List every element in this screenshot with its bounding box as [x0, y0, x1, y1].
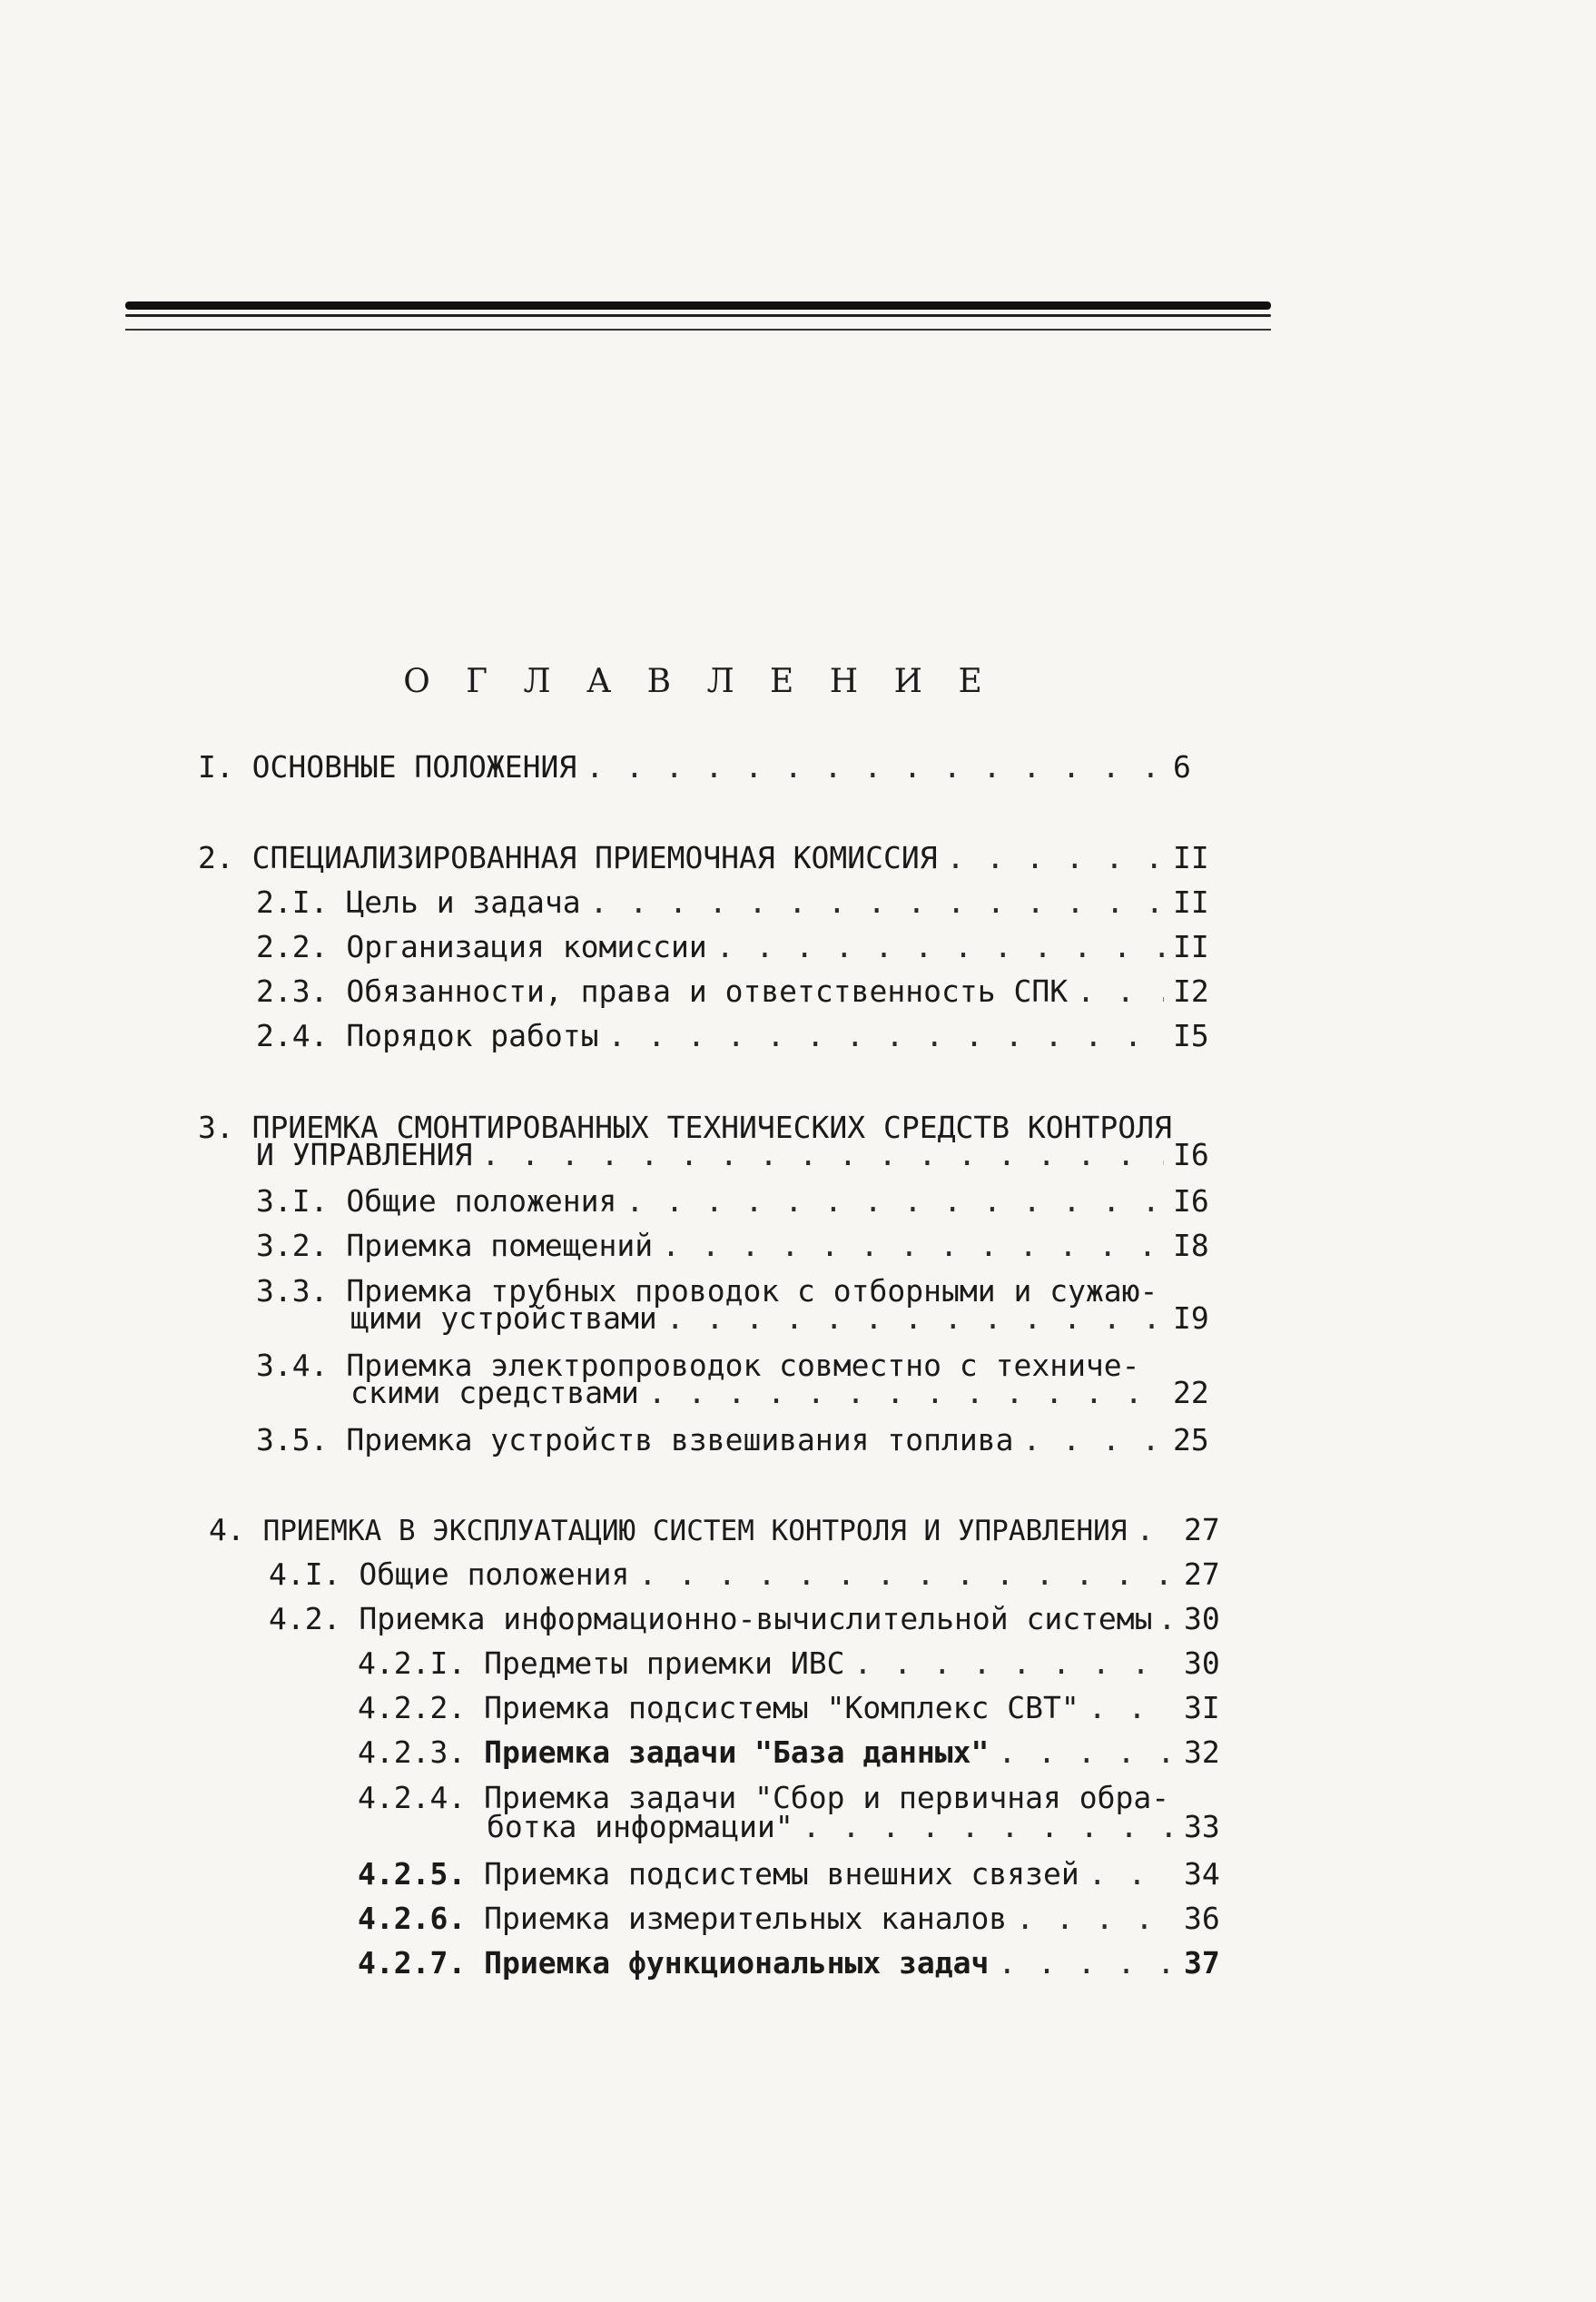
toc-entry-page: 25 [1173, 1422, 1209, 1457]
toc-entry-page: 30 [1184, 1645, 1220, 1681]
toc-entry-number: 4.I. [269, 1556, 341, 1592]
toc-entry-title: Приемка подсистемы внешних связей [484, 1856, 1079, 1892]
toc-entry-title: Порядок работы [346, 1018, 599, 1053]
toc-entry-title: Общие положения [359, 1556, 630, 1592]
toc-entry-page: II [1173, 840, 1209, 875]
toc-entry-4-2-7 [358, 1945, 1235, 1981]
toc-entry-page: 27 [1184, 1556, 1220, 1592]
toc-entry-4-2-3 [358, 1734, 1235, 1770]
toc-entry-title-continued: щими устройствами [350, 1300, 657, 1336]
toc-entry-number: 4. [209, 1512, 245, 1547]
toc-entry-2-4 [256, 1018, 1224, 1053]
toc-entry-4-1 [269, 1556, 1235, 1592]
toc-entry-page: 6 [1173, 749, 1191, 785]
toc-entry-3-1 [256, 1183, 1224, 1219]
toc-entry-title: Приемка измерительных каналов [484, 1901, 1008, 1936]
toc-entry-4-2-2 [358, 1690, 1235, 1725]
toc-entry-title: Приемка подсистемы "Комплекс СВТ" [484, 1690, 1079, 1725]
toc-entry-title: Приемка помещений [346, 1228, 654, 1263]
toc-entry-3 [256, 1137, 1224, 1172]
toc-entry-number: 3.3. [256, 1273, 329, 1309]
toc-entry-number: 4.2. [269, 1601, 341, 1636]
toc-entry-2-1 [256, 884, 1224, 920]
toc-entry-page: I8 [1173, 1228, 1209, 1263]
toc-entry-3-5 [256, 1422, 1224, 1457]
toc-entry-number: 3. [198, 1110, 234, 1145]
toc-entry-1 [198, 749, 1224, 785]
toc-entry-title: Общие положения [346, 1183, 617, 1219]
toc-entry-page: II [1173, 929, 1209, 964]
toc-entry-2-2 [256, 929, 1224, 964]
toc-entry-title: СПЕЦИАЛИЗИРОВАННАЯ ПРИЕМОЧНАЯ КОМИССИЯ [251, 840, 938, 875]
toc-entry-number: 4.2.I. [358, 1645, 467, 1681]
toc-entry-title: Приемка информационно-вычислительной системы [359, 1601, 1153, 1636]
toc-entry-page: I6 [1173, 1137, 1209, 1172]
toc-entry-number: 2.I. [256, 884, 329, 920]
toc-entry-4-2 [269, 1601, 1235, 1636]
toc-heading: О Г Л А В Л Е Н И Е [403, 663, 995, 700]
toc-entry-number: 3.4. [256, 1348, 329, 1383]
toc-entry-title: Приемка задачи "Сбор и первичная обра- [484, 1780, 1170, 1815]
toc-entry-number: 4.2.6. [358, 1901, 467, 1936]
toc-entry-page: I2 [1173, 973, 1209, 1009]
toc-entry-3-2 [256, 1228, 1224, 1263]
toc-entry-4 [209, 1512, 1235, 1547]
toc-entry-number: 2.3. [256, 973, 329, 1009]
toc-entry-number: 3.5. [256, 1422, 329, 1457]
toc-entry-number: 2. [198, 840, 234, 875]
toc-entry-3-3 [350, 1300, 1224, 1336]
toc-entry-page: I5 [1173, 1018, 1209, 1053]
toc-entry-number: 4.2.2. [358, 1690, 467, 1725]
toc-entry-title: Приемка функциональных задач [484, 1945, 990, 1981]
toc-entry-2 [198, 840, 1224, 875]
toc-entry-title: Приемка устройств взвешивания топлива [346, 1422, 1014, 1457]
toc-entry-title: ПРИЕМКА В ЭКСПЛУАТАЦИЮ СИСТЕМ КОНТРОЛЯ И УПРАВЛЕНИЯ [262, 1515, 1128, 1547]
toc-entry-4-2-1 [358, 1645, 1235, 1681]
toc-entry-title-continued: скими средствами [350, 1375, 639, 1410]
toc-entry-page: 32 [1184, 1734, 1220, 1770]
toc-entry-4-2-6 [358, 1901, 1235, 1936]
toc-entry-number: 4.2.5. [358, 1856, 467, 1892]
toc-entry-page: 36 [1184, 1901, 1220, 1936]
toc-entry-title-continued: ботка информации" [487, 1809, 793, 1844]
toc-entry-page: I9 [1173, 1300, 1209, 1336]
toc-entry-title: Предметы приемки ИВС [484, 1645, 845, 1681]
toc-entry-title: Обязанности, права и ответственность СПК [346, 973, 1069, 1009]
toc-entry-title: Приемка электропроводок совместно с техниче- [346, 1348, 1140, 1383]
toc-entry-page: II [1173, 884, 1209, 920]
toc-entry-number: 3.2. [256, 1228, 329, 1263]
toc-entry-title-continued: И УПРАВЛЕНИЯ [256, 1137, 473, 1172]
toc-entry-4-2-4 [487, 1809, 1235, 1844]
toc-entry-number: 2.4. [256, 1018, 329, 1053]
toc-entry-number: 3.I. [256, 1183, 329, 1219]
toc-entry-page: 3I [1184, 1690, 1220, 1725]
toc-entry-number: I. [198, 749, 234, 785]
toc-entry-title: ПРИЕМКА СМОНТИРОВАННЫХ ТЕХНИЧЕСКИХ СРЕДСТВ КОНТРОЛЯ [251, 1110, 1172, 1145]
toc-entry-page: 37 [1184, 1945, 1220, 1981]
toc-entry-page: 27 [1184, 1512, 1220, 1547]
toc-entry-title: ОСНОВНЫЕ ПОЛОЖЕНИЯ [251, 749, 577, 785]
toc-entry-title: Организация комиссии [346, 929, 707, 964]
toc-entry-number: 4.2.4. [358, 1780, 467, 1815]
toc-entry-page: 34 [1184, 1856, 1220, 1892]
toc-entry-number: 2.2. [256, 929, 329, 964]
toc-entry-title: Приемка задачи "База данных" [484, 1734, 990, 1770]
toc-entry-page: 22 [1173, 1375, 1209, 1410]
toc-entry-title: Цель и задача [346, 884, 581, 920]
toc-entry-3-4 [350, 1375, 1224, 1410]
toc-entry-page: I6 [1173, 1183, 1209, 1219]
toc-entry-2-3 [256, 973, 1224, 1009]
toc-entry-number: 4.2.3. [358, 1734, 467, 1770]
toc-entry-number: 4.2.7. [358, 1945, 467, 1981]
toc-entry-page: 30 [1184, 1601, 1220, 1636]
toc-entry-4-2-5 [358, 1856, 1235, 1892]
toc-entry-title: Приемка трубных проводок с отборными и сужаю- [346, 1273, 1158, 1309]
toc-entry-page: 33 [1184, 1809, 1220, 1844]
